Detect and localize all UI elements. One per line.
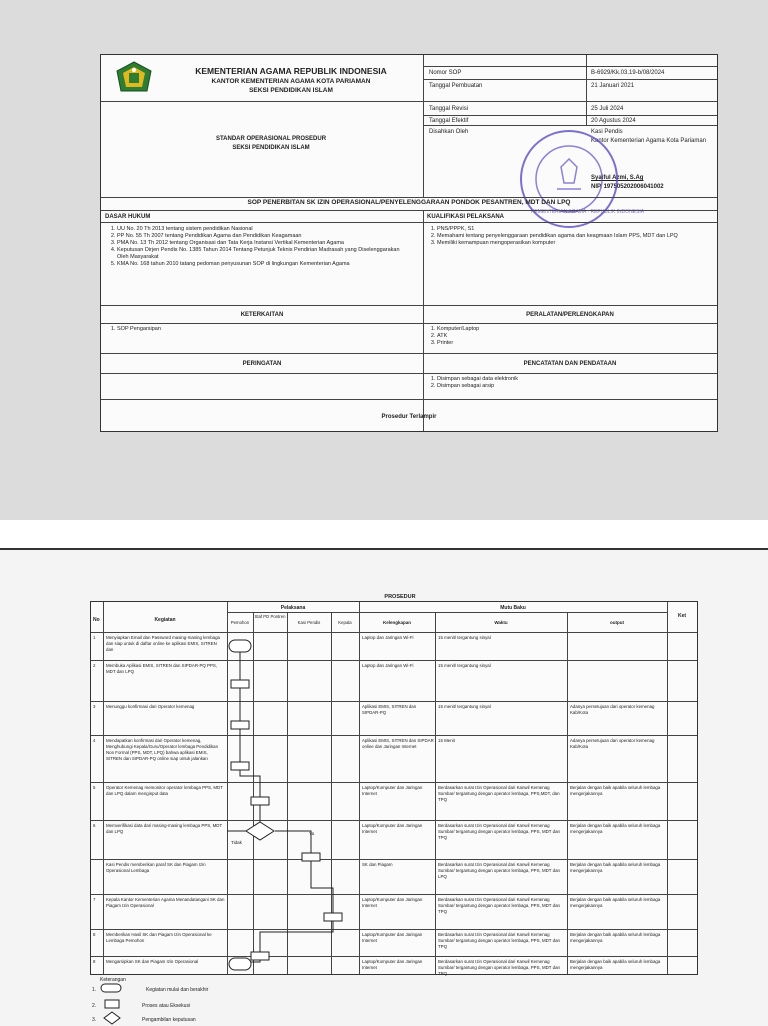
kualifikasi-list [427, 226, 687, 247]
peralatan-title: PERALATAN/PERLENGKAPAN [526, 312, 614, 318]
divider [227, 612, 667, 613]
divider [359, 602, 360, 974]
sop-cover-frame [100, 54, 718, 432]
prosedur-terlampir: Prosedur Terlampir [381, 414, 437, 420]
col-kegiatan: Kegiatan [154, 617, 176, 623]
cell-output: Berjalan dengan baik apabila seluruh lembaga mengerjakannya [570, 823, 661, 834]
terminator-icon [100, 983, 122, 993]
approver-name: Syaiful Azmi, S.Ag [591, 175, 644, 181]
decision-no-label: Tidak [231, 840, 242, 845]
process-box [302, 853, 320, 861]
cell-kelengkapan: Laptop/Komputer dan Jaringan Internet [362, 785, 423, 796]
kualifikasi-item: 3. Memiliki kemampuan mengoperasikan komputer [437, 240, 687, 247]
cell-kelengkapan: Aplikasi EMIS, SITREN dan SIPDAR online dan Jaringan Internet [362, 738, 434, 749]
procedure-flowchart [227, 632, 359, 974]
dasar-hukum-item: 4. Keputusan Dirjen Pendis No. 1385 Tahun 2014 Tentang Petunjuk Teknis Pendirian Madrasah yang Diselenggarakan Oleh Masyarakat [117, 247, 407, 261]
cell-kegiatan: Memberikan Hasil SK dan Piagam Izin Operasional ke Lembaga Pemohon [106, 932, 212, 943]
process-box [251, 797, 269, 805]
row-divider [91, 859, 697, 860]
approver-title: Kasi Pendis [591, 129, 623, 135]
cell-output: Berjalan dengan baik apabila seluruh lembaga mengerjakannya [570, 862, 661, 873]
approver-nip: NIP. 197505202006041002 [591, 184, 664, 190]
flow-lines [227, 652, 333, 962]
meta-label: Nomor SOP [429, 70, 462, 76]
cell-kegiatan: Menyiapkan Email dan Password masing-masing lembaga dan siap untuk di daftar online ke aplikasi EMIS, SITREN dan [106, 635, 220, 652]
cell-waktu: Berdasarkan surat Izin Operasional dari Kanwil Kemenag Sumbar/ tergantung dengan operator lembaga, PPS,MDT, dan TPQ [438, 785, 560, 802]
cell-output: Berjalan dengan baik apabila seluruh lembaga mengerjakannya [570, 932, 661, 943]
procedure-table [90, 601, 698, 975]
col-ket: Ket [677, 613, 687, 619]
cell-output: Berjalan dengan baik apabila seluruh lembaga mengerjakannya [570, 785, 661, 796]
dasar-hukum-title: DASAR HUKUM [105, 214, 151, 220]
decision-icon [103, 1011, 121, 1025]
col-no: No [93, 617, 100, 623]
sop-title-line1: STANDAR OPERASIONAL PROSEDUR [215, 136, 327, 142]
divider [586, 55, 587, 125]
process-box [324, 913, 342, 921]
cell-no: 1 [93, 635, 96, 640]
divider [101, 197, 717, 198]
divider [101, 305, 717, 306]
cell-no: 8 [93, 932, 96, 937]
cell-waktu: 15 Menit [438, 738, 455, 743]
cell-kelengkapan: SK dan Piagam [362, 862, 393, 867]
process-icon [104, 999, 120, 1009]
cell-waktu: 15 menit/ tergantung sinyal [438, 635, 491, 640]
cell-output: Adanya persetujuan dari operator kemenag Kab/Kota [570, 704, 655, 715]
divider [423, 115, 717, 116]
divider [103, 602, 104, 974]
row-divider [91, 894, 697, 895]
divider [101, 353, 717, 354]
procedure-sheet [0, 548, 768, 1026]
divider [101, 101, 423, 102]
cell-output: Berjalan dengan baik apabila seluruh lembaga mengerjakannya [570, 897, 661, 908]
dasar-hukum-item: 2. PP No. 55 Th 2007 tentang Pendidikan Agama dan Pendidikan Keagamaan [117, 233, 407, 240]
cell-kegiatan: Memverifikasi data dari masing-masing lembaga PPS, MDT dan LPQ [106, 823, 223, 834]
divider [101, 210, 717, 211]
pencatatan-list [427, 376, 687, 390]
kualifikasi-item: 1. PNS/PPPK, S1 [437, 226, 687, 233]
cell-waktu: Berdasarkan surat Izin Operasional dari Kanwil Kemenag Sumbar/ tergantung dengan operator lembaga, PPS, MDT dan LPQ [438, 862, 560, 879]
col-mutu-baku: Mutu Baku [500, 605, 526, 611]
cell-waktu: Berdasarkan surat Izin Operasional dari Kanwil Kemenag Sumbar/ tergantung dengan operator lembaga, PPS, MDT dan TPQ [438, 897, 560, 914]
legend-label: Pengambilan keputusan [142, 1017, 196, 1023]
legend-label: Proses atau Eksekusi [142, 1003, 191, 1009]
actor-header: Staf PD Pontren [254, 614, 286, 619]
terminator-end [229, 958, 251, 970]
row-divider [91, 820, 697, 821]
divider [101, 399, 717, 400]
keterkaitan-item: 1. SOP Pengarsipan [117, 326, 407, 333]
cell-no: 4 [93, 738, 96, 743]
cell-kegiatan: Membuka Aplikasi EMIS, SITREN dan SIPDAR-PQ PPS, MDT dan LPQ [106, 663, 218, 674]
dasar-hukum-list [107, 226, 407, 268]
divider [435, 612, 436, 974]
procedure-title: PROSEDUR [384, 594, 416, 600]
pencatatan-item: 1. Disimpan sebagai data elektronik [437, 376, 687, 383]
decision-yes-label: Ya [309, 831, 315, 836]
keterkaitan-list [107, 326, 407, 333]
cell-waktu: 15 menit/ tergantung sinyal [438, 704, 491, 709]
row-divider [91, 782, 697, 783]
row-divider [91, 735, 697, 736]
pencatatan-item: 2. Disimpan sebagai arsip [437, 383, 687, 390]
divider [101, 323, 717, 324]
process-box [231, 762, 249, 770]
divider [423, 66, 717, 67]
cell-kegiatan: Mengarsipkan SK dan Piagam Izin Operasional [106, 959, 199, 964]
dasar-hukum-item: 1. UU No. 20 Th 2013 tentang sistem pendidikan Nasional [117, 226, 407, 233]
cell-kelengkapan: Laptop dan Jaringan Wi-Fi [362, 635, 414, 640]
legend-number: 1. [92, 987, 97, 993]
cell-kegiatan: Menunggu konfirmasi dari Operator kemenag [106, 704, 195, 709]
mutu-header: Kelengkapan [382, 620, 411, 625]
row-divider [91, 929, 697, 930]
divider [423, 125, 717, 126]
process-box [231, 721, 249, 729]
kualifikasi-title: KUALIFIKASI PELAKSANA [427, 214, 505, 220]
cell-kelengkapan: Laptop/Komputer dan Jaringan Internet [362, 823, 423, 834]
meta-value: B-6929/Kk.03.19-b/08/2024 [591, 70, 665, 76]
meta-value: 21 Januari 2021 [591, 83, 635, 89]
divider [423, 79, 717, 80]
cell-kelengkapan: Laptop/Komputer dan Jaringan Internet [362, 897, 423, 908]
actor-header: Kasi Pendis [297, 620, 321, 625]
cell-waktu: 15 menit/ tergantung sinyal [438, 663, 491, 668]
meta-value: 25 Juli 2024 [591, 106, 624, 112]
sop-title-line2: SEKSI PENDIDIKAN ISLAM [232, 145, 310, 151]
cell-no: 6 [93, 823, 96, 828]
stamp-text: KEMENTERIAN AGAMA · REPUBLIK INDONESIA [531, 209, 645, 215]
meta-label: Tanggal Pembuatan [429, 83, 483, 89]
row-divider [91, 660, 697, 661]
peralatan-list [427, 326, 687, 347]
cell-kegiatan: Operator Kemenag memonitor operator lembaga PPS, MDT dan LPQ dalam menginput data [106, 785, 223, 796]
section-name: SEKSI PENDIDIKAN ISLAM [249, 87, 333, 94]
cell-waktu: Berdasarkan surat Izin Operasional dari Kanwil Kemenag Sumbar/ tergantung dengan operator lembaga, PPS, MDT dan TPQ [438, 823, 560, 840]
kualifikasi-item: 2. Memahami tentang penyelenggaraan pendidikan agama dan keagmaan Islam PPS, MDT dan LPQ [437, 233, 687, 240]
meta-label: Tanggal Revisi [429, 106, 469, 112]
cell-no: 7 [93, 897, 96, 902]
actor-header: Kepala [338, 620, 352, 625]
divider [667, 602, 668, 974]
cell-kegiatan: Kepala Kantor Kementerian Agama Menandatangani SK dan Piagam Izin Operasional [106, 897, 225, 908]
cell-kelengkapan: Laptop/Komputer dan Jaringan Internet [362, 932, 423, 943]
divider [101, 373, 717, 374]
meta-label: Disahkan Oleh [429, 129, 469, 135]
process-box [251, 952, 269, 960]
cell-kelengkapan: Laptop/Komputer dan Jaringan Internet [362, 959, 423, 970]
cell-kegiatan: Mendapatkan konfirmasi dari Operator kemenag, Menghubungi Kepala/Guru/Operator lembaga Pendidikan Non Formal (PPS, MDT, LPQ) bahwa aplikasi EMIS, SITREN dan SIPDAR-PQ online siap untuk jalankan [106, 738, 219, 761]
decision-diamond [246, 822, 274, 840]
row-divider [91, 701, 697, 702]
divider [423, 101, 717, 102]
divider [91, 632, 697, 633]
divider [567, 612, 568, 974]
divider [423, 210, 424, 431]
legend-number: 2. [92, 1003, 97, 1009]
legend-number: 3. [92, 1017, 97, 1023]
cell-kelengkapan: Laptop dan Jaringan Wi-Fi [362, 663, 414, 668]
peralatan-item: 2. ATK [437, 333, 687, 340]
mutu-header: Waktu [494, 620, 508, 625]
legend-title: Keterangan [100, 977, 126, 983]
office-name: KANTOR KEMENTERIAN AGAMA KOTA PARIAMAN [211, 78, 371, 85]
cell-no: 5 [93, 785, 96, 790]
row-divider [91, 956, 697, 957]
cell-no: 8 [93, 959, 96, 964]
cell-kegiatan: Kasi Pendis memberikan paraf SK dan Piagam Izin Operasional Lembaga [106, 862, 206, 873]
cell-no: 3 [93, 704, 96, 709]
cell-waktu: Berdasarkan surat Izin Operasional dari Kanwil Kemenag Sumbar/ tergantung dengan operator lembaga, PPS, MDT dan TPQ [438, 959, 560, 976]
ministry-name: KEMENTERIAN AGAMA REPUBLIK INDONESIA [195, 66, 387, 76]
divider [101, 222, 717, 223]
sop-name: SOP PENERBITAN SK IZIN OPERASIONAL/PENYELENGGARAAN PONDOK PESANTREN, MDT DAN LPQ [247, 199, 571, 206]
dasar-hukum-item: 5. KMA No. 168 tahun 2010 tatang pedoman penyusunan SOP di lingkungan Kementerian Agama [117, 261, 407, 268]
terminator-start [229, 640, 251, 652]
cell-output: Berjalan dengan baik apabila seluruh lembaga mengerjakannya [570, 959, 661, 970]
legend-label: Kegiatan mulai dan berakhir [146, 987, 209, 993]
cell-waktu: Berdasarkan surat Izin Operasional dari Kanwil Kemenag Sumbar/ tergantung dengan operator lembaga, PPS, MDT dan TPQ [438, 932, 560, 949]
process-box [231, 680, 249, 688]
peralatan-item: 3. Printer [437, 340, 687, 347]
peralatan-item: 1. Komputer/Laptop [437, 326, 687, 333]
actor-header: Pemohon [230, 620, 250, 625]
col-pelaksana: Pelaksana [280, 605, 306, 611]
cell-output: Adanya persetujuan dari operator kemenag Kab/Kota [570, 738, 655, 749]
pencatatan-title: PENCATATAN DAN PENDATAAN [523, 361, 617, 367]
meta-label: Tanggal Efektif [429, 118, 469, 124]
approver-office: Kantor Kementerian Agama Kota Pariaman [591, 138, 707, 144]
cell-kelengkapan: Aplikasi EMIS, SITREN dan SIPDAR-PQ [362, 704, 417, 715]
cell-no: 2 [93, 663, 96, 668]
keterkaitan-title: KETERKAITAN [240, 312, 284, 318]
peringatan-title: PERINGATAN [242, 361, 282, 367]
mutu-header: output [610, 620, 624, 625]
divider [423, 55, 424, 197]
ministry-logo-icon [115, 61, 153, 93]
meta-value: 20 Agustus 2024 [591, 118, 636, 124]
dasar-hukum-item: 3. PMA No. 13 Th 2012 tentang Organisasi dan Tata Kerja Instansi Vertikal Kementerian Agama [117, 240, 407, 247]
